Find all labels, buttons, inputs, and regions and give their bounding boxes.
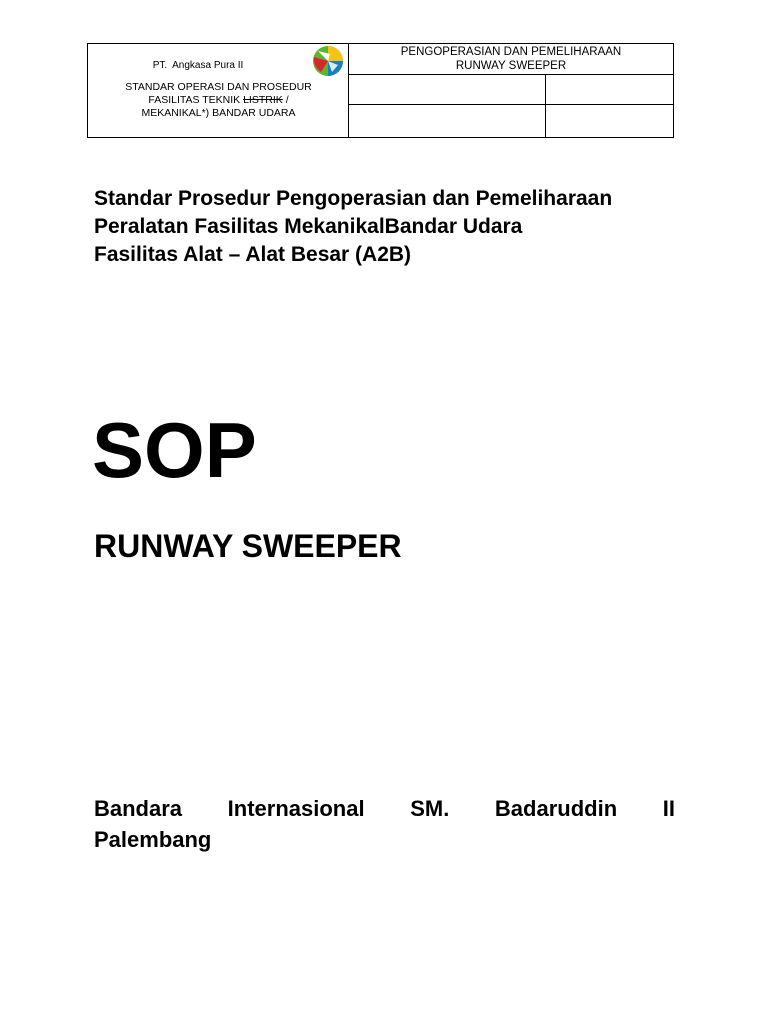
airport-word: Badaruddin bbox=[494, 796, 618, 821]
heading-line-3: Fasilitas Alat – Alat Besar (A2B) bbox=[94, 243, 412, 266]
airport-name-line bbox=[94, 794, 675, 824]
sop-label: SOP bbox=[92, 406, 257, 494]
document-title-cell bbox=[349, 44, 673, 75]
airport-word: II bbox=[662, 796, 675, 821]
document-header-table bbox=[87, 43, 674, 138]
standard-line-2 bbox=[88, 94, 349, 107]
empty-cell-r2c2 bbox=[546, 105, 673, 137]
standard-line-3: MEKANIKAL*) BANDAR UDARA bbox=[141, 107, 296, 119]
airport-word: SM. bbox=[410, 796, 450, 821]
struck-text-listrik: LISTRIK bbox=[243, 94, 283, 106]
standard-line-2-suffix: / bbox=[282, 94, 289, 106]
standard-line-2-prefix: FASILITAS TEKNIK bbox=[148, 94, 244, 106]
header-left-cell bbox=[88, 44, 349, 137]
document-title-line-2: RUNWAY SWEEPER bbox=[455, 60, 567, 72]
standard-line-1: STANDAR OPERASI DAN PROSEDUR bbox=[125, 81, 312, 93]
angkasa-pura-logo-icon bbox=[312, 45, 344, 77]
heading-line-2: Peralatan Fasilitas MekanikalBandar Udara bbox=[94, 215, 523, 238]
company-name: PT. Angkasa Pura II bbox=[152, 60, 244, 71]
main-heading bbox=[94, 185, 684, 269]
airport-word: Bandara bbox=[94, 796, 183, 821]
city-name: Palembang bbox=[94, 827, 212, 852]
heading-line-1: Standar Prosedur Pengoperasian dan Pemeliharaan bbox=[94, 187, 613, 210]
empty-cell-r2c1 bbox=[349, 105, 546, 137]
standard-description bbox=[88, 81, 349, 120]
airport-word: Internasional bbox=[227, 796, 365, 821]
empty-cell-r1c1 bbox=[349, 75, 546, 105]
document-title-line-1: PENGOPERASIAN DAN PEMELIHARAAN bbox=[400, 46, 622, 58]
empty-cell-r1c2 bbox=[546, 75, 673, 105]
header-right-cell bbox=[349, 44, 673, 137]
equipment-title: RUNWAY SWEEPER bbox=[94, 528, 402, 564]
